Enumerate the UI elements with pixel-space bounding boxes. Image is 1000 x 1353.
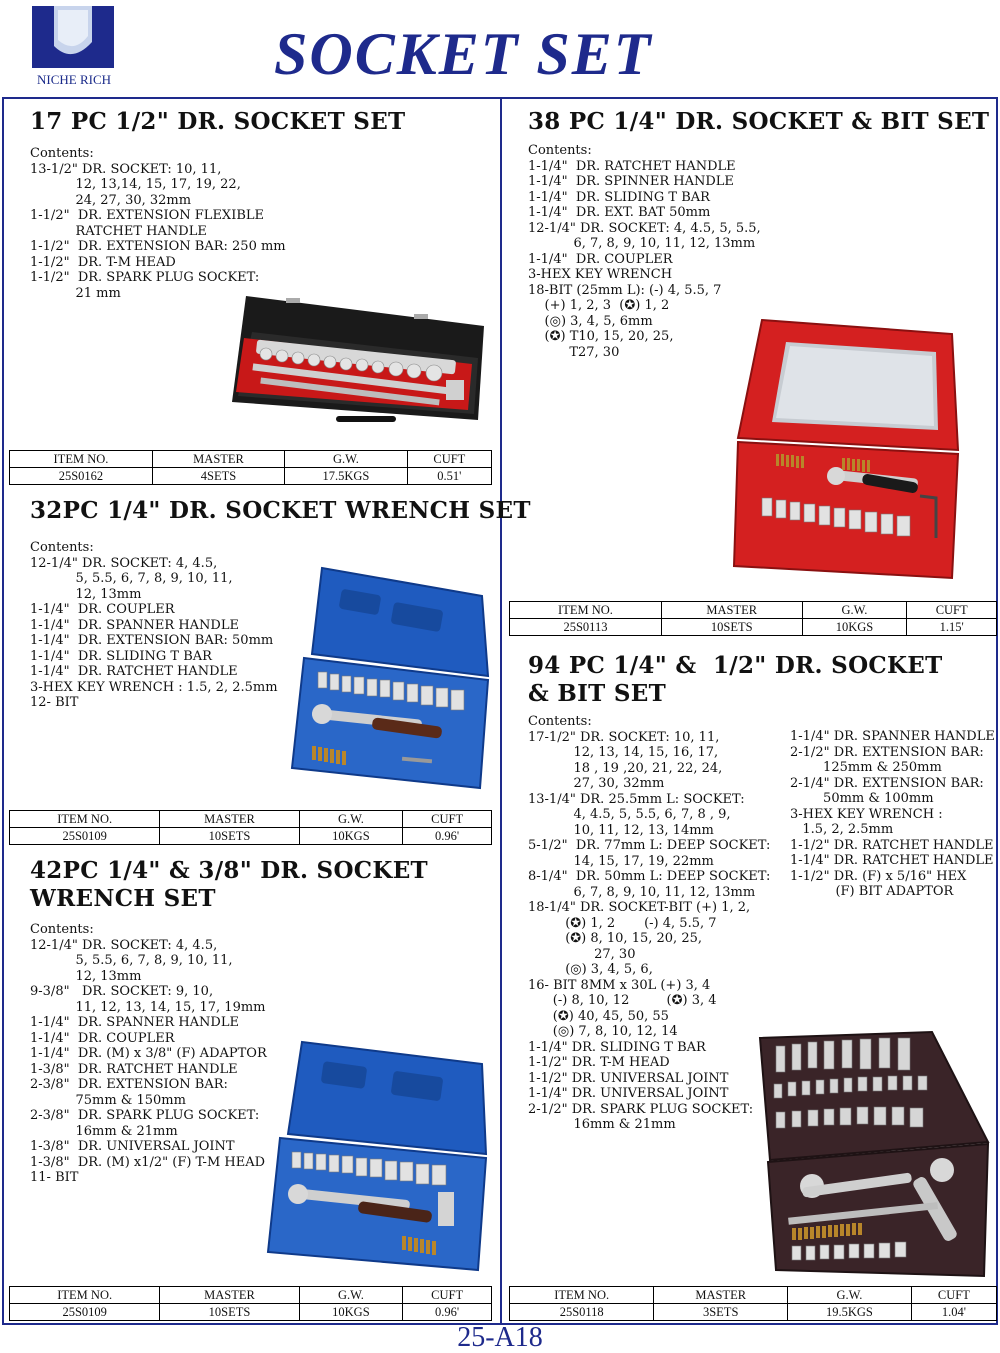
- col-cuft: CUFT: [403, 1287, 492, 1304]
- col-master: MASTER: [661, 602, 802, 619]
- spec-value-row: [10, 828, 492, 845]
- section-contents-17pc: Contents: 13-1/2" DR. SOCKET: 10, 11, 12, 13,14, 15, 17, 19, 22, 24, 27, 30, 32mm 1-1/2" DR. EXTENSION FLEXIBLE RATCHET HANDLE 1-1/2" DR. EXTENSION BAR: 250 mm 1-1/2" DR. T-M HEAD 1-1/2" DR. SPARK PLUG SOCKET: 21 mm: [30, 146, 286, 301]
- column-divider: [500, 97, 502, 1325]
- master-value: 10SETS: [160, 828, 299, 845]
- item-no-value: 25S0113: [510, 619, 662, 636]
- item-no-value: 25S0162: [10, 468, 153, 485]
- spec-table-38pc: [509, 601, 997, 636]
- col-master: MASTER: [160, 1287, 299, 1304]
- master-value: 3SETS: [654, 1304, 788, 1321]
- col-cuft: CUFT: [911, 1287, 996, 1304]
- spec-value-row: [10, 468, 492, 485]
- col-item-no: ITEM NO.: [10, 451, 153, 468]
- col-item-no: ITEM NO.: [510, 602, 662, 619]
- cuft-value: 0.96': [403, 1304, 492, 1321]
- item-no-value: 25S0109: [10, 828, 160, 845]
- master-value: 10SETS: [160, 1304, 299, 1321]
- master-value: 4SETS: [152, 468, 284, 485]
- socket-set-42pc-photo: [262, 1040, 490, 1272]
- section-contents-94pc-right: 1-1/4" DR. SPANNER HANDLE 2-1/2" DR. EXTENSION BAR: 125mm & 250mm 2-1/4" DR. EXTENSION BAR: 50mm & 100mm 3-HEX KEY WRENCH : 1.5, 2, 2.5mm 1-1/2" DR. RATCHET HANDLE 1-1/4" DR. RATCHET HANDLE 1-1/2" DR. (F) x 5/16" HEX (F) BIT ADAPTOR: [790, 729, 995, 899]
- section-title-32pc: 32PC 1/4" DR. SOCKET WRENCH SET: [30, 497, 531, 524]
- cuft-value: 1.04': [911, 1304, 996, 1321]
- col-master: MASTER: [654, 1287, 788, 1304]
- page-title: SOCKET SET: [274, 21, 653, 87]
- col-gw: G.W.: [299, 1287, 403, 1304]
- col-gw: G.W.: [802, 602, 907, 619]
- section-title-94pc: 94 PC 1/4" & 1/2" DR. SOCKET & BIT SET: [528, 652, 943, 707]
- section-contents-38pc: Contents: 1-1/4" DR. RATCHET HANDLE 1-1/4" DR. SPINNER HANDLE 1-1/4" DR. SLIDING T BAR 1-1/4" DR. EXT. BAT 50mm 12-1/4" DR. SOCKET: 4, 4.5, 5, 5.5, 6, 7, 8, 9, 10, 11, 12, 13mm 1-1/4" DR. COUPLER 3-HEX KEY WRENCH 18-BIT (25mm L): (-) 4, 5.5, 7 (+) 1, 2, 3 (✪) 1, 2 (◎) 3, 4, 5, 6mm (✪) T10, 15, 20, 25, T27, 30: [528, 143, 761, 360]
- cuft-value: 0.51': [407, 468, 491, 485]
- spec-header-row: [510, 1287, 997, 1304]
- col-cuft: CUFT: [407, 451, 491, 468]
- socket-set-32pc-photo: [282, 566, 490, 792]
- spec-header-row: [10, 811, 492, 828]
- col-item-no: ITEM NO.: [510, 1287, 654, 1304]
- section-title-38pc: 38 PC 1/4" DR. SOCKET & BIT SET: [528, 108, 990, 135]
- section-title-17pc: 17 PC 1/2" DR. SOCKET SET: [30, 108, 406, 135]
- brand-name: NICHE RICH: [36, 72, 112, 87]
- gw-value: 10KGS: [299, 828, 403, 845]
- section-title-42pc: 42PC 1/4" & 3/8" DR. SOCKET WRENCH SET: [30, 857, 428, 912]
- item-no-value: 25S0118: [510, 1304, 654, 1321]
- spec-header-row: [10, 451, 492, 468]
- page-number: 25-A18: [457, 1322, 543, 1353]
- socket-set-17pc-photo: [226, 292, 488, 440]
- gw-value: 17.5KGS: [285, 468, 408, 485]
- col-gw: G.W.: [285, 451, 408, 468]
- col-cuft: CUFT: [403, 811, 492, 828]
- niche-rich-logo-icon: [32, 6, 114, 68]
- gw-value: 19.5KGS: [788, 1304, 912, 1321]
- spec-value-row: [510, 1304, 997, 1321]
- item-no-value: 25S0109: [10, 1304, 160, 1321]
- col-master: MASTER: [152, 451, 284, 468]
- gw-value: 10KGS: [802, 619, 907, 636]
- spec-value-row: [510, 619, 997, 636]
- gw-value: 10KGS: [299, 1304, 403, 1321]
- col-gw: G.W.: [788, 1287, 912, 1304]
- col-cuft: CUFT: [907, 602, 997, 619]
- spec-table-42pc: [9, 1286, 492, 1321]
- brand-logo: [28, 6, 120, 92]
- col-master: MASTER: [160, 811, 299, 828]
- socket-set-38pc-photo: [732, 318, 960, 580]
- master-value: 10SETS: [661, 619, 802, 636]
- spec-table-94pc: [509, 1286, 997, 1321]
- socket-set-94pc-photo: [752, 1030, 992, 1278]
- cuft-value: 1.15': [907, 619, 997, 636]
- spec-value-row: [10, 1304, 492, 1321]
- col-gw: G.W.: [299, 811, 403, 828]
- spec-header-row: [10, 1287, 492, 1304]
- section-contents-42pc: Contents: 12-1/4" DR. SOCKET: 4, 4.5, 5, 5.5, 6, 7, 8, 9, 10, 11, 12, 13mm 9-3/8" DR. SOCKET: 9, 10, 11, 12, 13, 14, 15, 17, 19mm 1-1/4" DR. SPANNER HANDLE 1-1/4" DR. COUPLER 1-1/4" DR. (M) x 3/8" (F) ADAPTOR 1-3/8" DR. RATCHET HANDLE 2-3/8" DR. EXTENSION BAR: 75mm & 150mm 2-3/8" DR. SPARK PLUG SOCKET: 16mm & 21mm 1-3/8" DR. UNIVERSAL JOINT 1-3/8" DR. (M) x1/2" (F) T-M HEAD 11- BIT: [30, 922, 267, 1185]
- cuft-value: 0.96': [403, 828, 492, 845]
- spec-table-32pc: [9, 810, 492, 845]
- col-item-no: ITEM NO.: [10, 811, 160, 828]
- section-contents-94pc-left: Contents: 17-1/2" DR. SOCKET: 10, 11, 12, 13, 14, 15, 16, 17, 18 , 19 ,20, 21, 22, 24, 27, 30, 32mm 13-1/4" DR. 25.5mm L: SOCKET: 4, 4.5, 5, 5.5, 6, 7, 8 , 9, 10, 11, 12, 13, 14mm 5-1/2" DR. 77mm L: DEEP SOCKET: 14, 15, 17, 19, 22mm 8-1/4" DR. 50mm L: DEEP SOCKET: 6, 7, 8, 9, 10, 11, 12, 13mm 18-1/4" DR. SOCKET-BIT (+) 1, 2, (✪) 1, 2 (-) 4, 5.5, 7 (✪) 8, 10, 15, 20, 25, 27, 30 (◎) 3, 4, 5, 6, 16- BIT 8MM x 30L (+) 3, 4 (-) 8, 10, 12 (✪) 3, 4 (✪) 40, 45, 50, 55 (◎) 7, 8, 10, 12, 14 1-1/4" DR. SLIDING T BAR 1-1/2" DR. T-M HEAD 1-1/2" DR. UNIVERSAL JOINT 1-1/4" DR. UNIVERSAL JOINT 2-1/2" DR. SPARK PLUG SOCKET: 16mm & 21mm: [528, 714, 771, 1132]
- col-item-no: ITEM NO.: [10, 1287, 160, 1304]
- spec-table-17pc: [9, 450, 492, 485]
- section-contents-32pc: Contents: 12-1/4" DR. SOCKET: 4, 4.5, 5, 5.5, 6, 7, 8, 9, 10, 11, 12, 13mm 1-1/4" DR. COUPLER 1-1/4" DR. SPANNER HANDLE 1-1/4" DR. EXTENSION BAR: 50mm 1-1/4" DR. SLIDING T BAR 1-1/4" DR. RATCHET HANDLE 3-HEX KEY WRENCH : 1.5, 2, 2.5mm 12- BIT: [30, 540, 278, 710]
- spec-header-row: [510, 602, 997, 619]
